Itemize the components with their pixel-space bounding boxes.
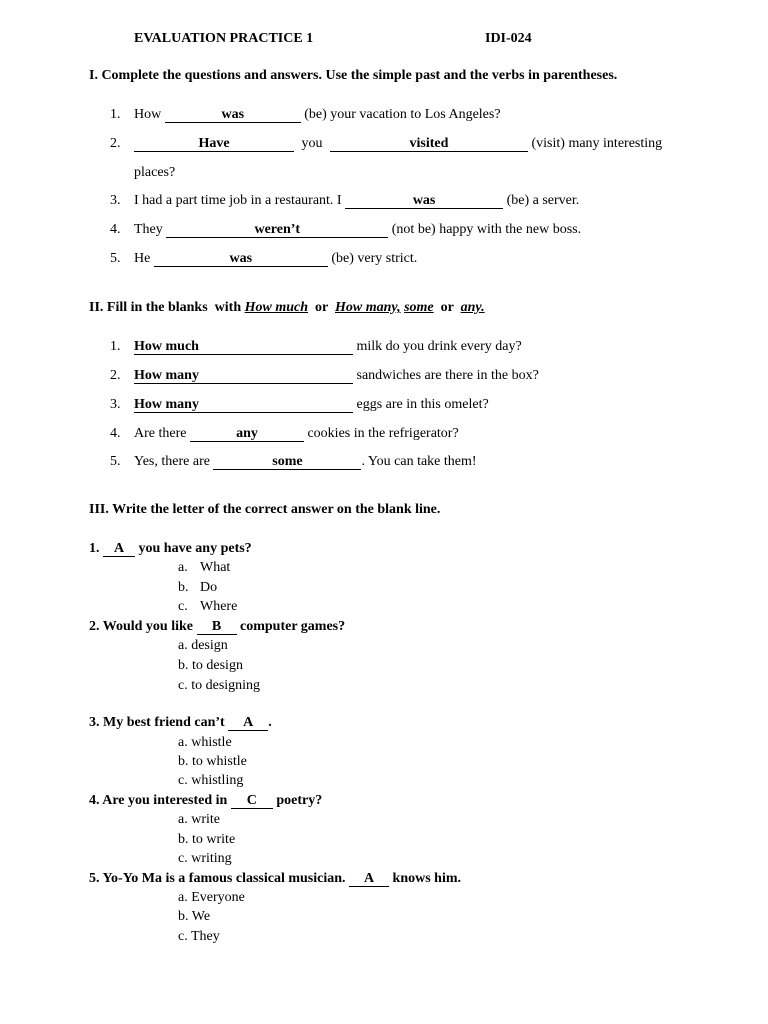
question-2: 2. Would you like B computer games? [89,619,346,634]
page-title: EVALUATION PRACTICE 1 [134,31,314,46]
answer-blank[interactable]: A [228,715,268,731]
option-b: b. to design [178,658,243,673]
option-c: c. They [178,929,220,944]
answer-blank[interactable]: some [213,454,361,470]
option-b: b. to whistle [178,754,247,769]
answer-blank[interactable]: was [154,251,328,267]
option-b: b. Do [178,580,218,595]
answer-blank[interactable]: How many [134,397,353,413]
question-3: 3. My best friend can’t A . [89,715,272,730]
answer-blank[interactable]: How many [134,368,353,384]
section-1-heading: I. Complete the questions and answers. Use the simple past and the verbs in parentheses. [89,68,618,83]
answer-blank[interactable]: any [190,426,304,442]
answer-blank[interactable]: was [165,107,301,123]
option-c: c. whistling [178,773,244,788]
answer-blank[interactable]: C [231,793,273,809]
answer-blank[interactable]: B [197,619,237,635]
course-code: IDI-024 [485,31,532,46]
option-c: c. writing [178,851,232,866]
option-a: a. whistle [178,735,232,750]
option-a: a. write [178,812,220,827]
option-c: c. Where [178,599,238,614]
answer-blank[interactable]: A [103,541,135,557]
section-2-heading: II. Fill in the blanks with How much or How many, some or any. [89,300,485,315]
answer-blank[interactable]: Have [134,136,294,152]
answer-blank[interactable]: weren’t [166,222,388,238]
answer-blank[interactable]: How much [134,339,353,355]
option-a: a. What [178,560,231,575]
answer-blank[interactable]: was [345,193,503,209]
answer-blank[interactable]: A [349,871,389,887]
section-1-item-2-continued: places? [134,165,176,180]
option-a: a. design [178,638,228,653]
option-b: b. We [178,909,211,924]
option-c: c. to designing [178,678,261,693]
question-4: 4. Are you interested in C poetry? [89,793,323,808]
option-a: a. Everyone [178,890,245,905]
answer-blank[interactable]: visited [330,136,528,152]
question-1: 1. A you have any pets? [89,541,252,556]
question-5: 5. Yo-Yo Ma is a famous classical musician. A knows him. [89,871,462,886]
option-b: b. to write [178,832,236,847]
section-3-heading: III. Write the letter of the correct answer on the blank line. [89,502,441,517]
